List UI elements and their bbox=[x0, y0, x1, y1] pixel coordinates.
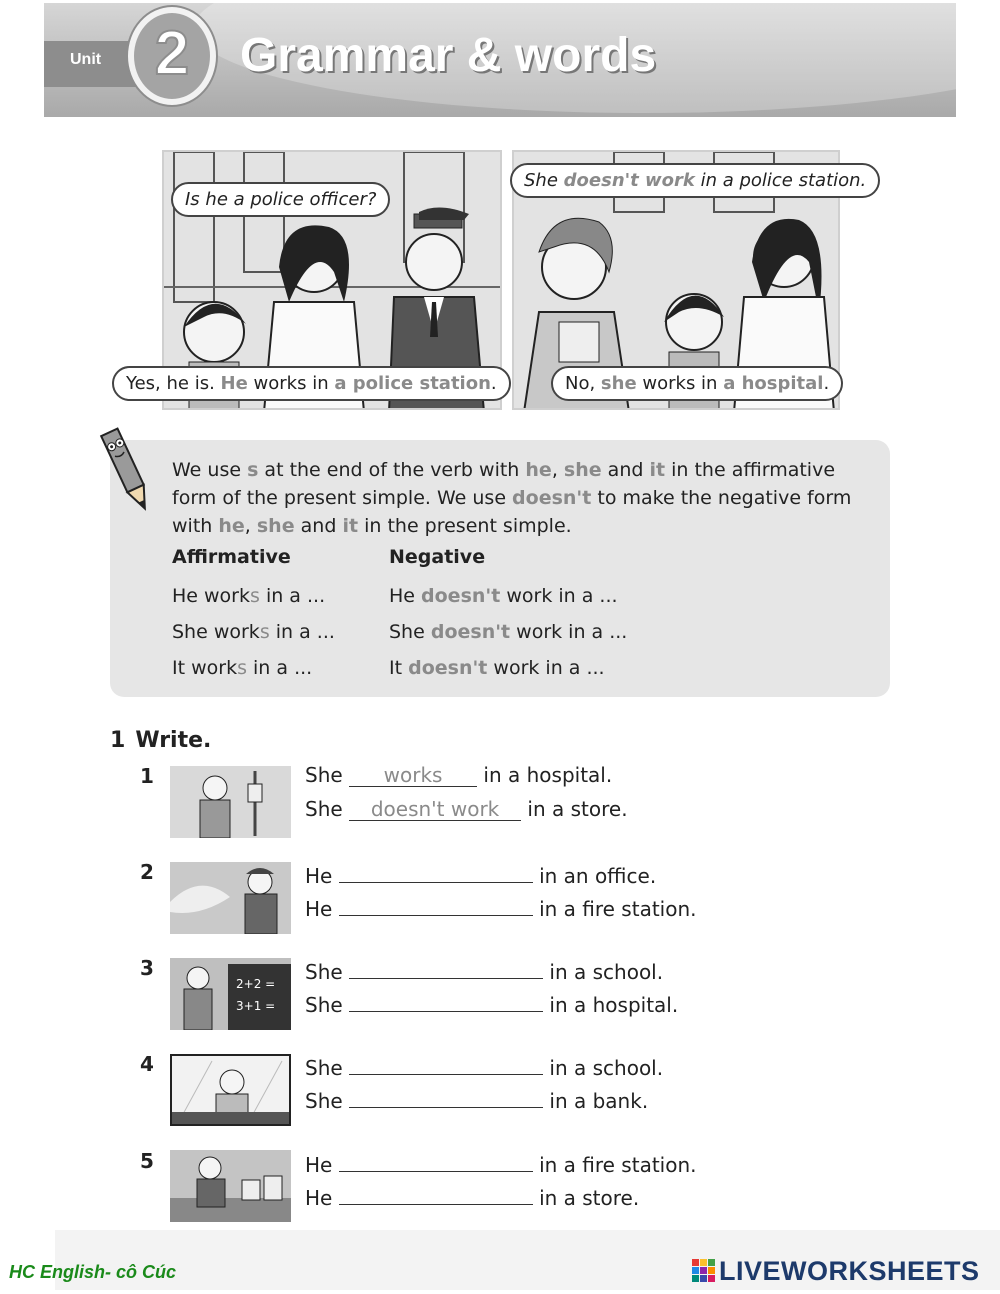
bank-teller-thumbnail bbox=[170, 1054, 291, 1126]
answer-blank[interactable] bbox=[339, 1181, 533, 1205]
speech-bubble-answer-left: Yes, he is. He works in a police station. bbox=[112, 366, 511, 401]
answer-blank[interactable] bbox=[339, 1148, 533, 1172]
board-text-1: 2+2 = bbox=[236, 977, 276, 991]
answer-blank[interactable] bbox=[339, 859, 533, 883]
pencil-mascot-icon bbox=[98, 420, 158, 520]
answer-blank[interactable] bbox=[349, 955, 543, 979]
sentence-line: He in an office. bbox=[305, 859, 656, 888]
author-credit: HC English- cô Cúc bbox=[9, 1262, 177, 1282]
sentence-line: She in a hospital. bbox=[305, 988, 678, 1017]
item-number: 2 bbox=[140, 860, 154, 884]
item-number: 3 bbox=[140, 956, 154, 980]
negative-row: He doesn't work in a ... bbox=[389, 585, 618, 607]
negative-heading: Negative bbox=[389, 546, 486, 568]
answer-blank[interactable] bbox=[349, 988, 543, 1012]
exercise-title: 1 Write. bbox=[110, 728, 212, 753]
teacher-thumbnail bbox=[170, 958, 291, 1030]
answer-blank[interactable] bbox=[349, 1051, 543, 1075]
affirmative-row: It works in a ... bbox=[172, 657, 313, 679]
answer-blank[interactable]: works bbox=[349, 763, 477, 787]
unit-number: 2 bbox=[154, 19, 190, 88]
answer-blank[interactable] bbox=[339, 892, 533, 916]
item-number: 4 bbox=[140, 1052, 154, 1076]
speech-bubble-statement: She doesn't work in a police station. bbox=[510, 163, 880, 198]
affirmative-row: He works in a ... bbox=[172, 585, 326, 607]
unit-label: Unit bbox=[70, 51, 102, 68]
speech-bubble-question: Is he a police officer? bbox=[171, 182, 390, 217]
affirmative-heading: Affirmative bbox=[172, 546, 291, 568]
nurse-thumbnail bbox=[170, 766, 291, 838]
negative-row: It doesn't work in a ... bbox=[389, 657, 605, 679]
grammar-box bbox=[110, 440, 890, 697]
item-number: 1 bbox=[140, 764, 154, 788]
grammar-explanation: We use s at the end of the verb with he, she and it in the affirmative form of the present simple. We use doesn't to make the negative form with he, she and it in the present simple. bbox=[172, 459, 852, 537]
firefighter-thumbnail bbox=[170, 862, 291, 934]
sentence-line: He in a fire station. bbox=[305, 1148, 697, 1177]
speech-bubble-answer-right: No, she works in a hospital. bbox=[551, 366, 843, 401]
liveworksheets-logo-icon bbox=[692, 1259, 716, 1283]
affirmative-row: She works in a ... bbox=[172, 621, 335, 643]
sentence-line: She works in a hospital. bbox=[305, 763, 613, 787]
page-title: Grammar & words bbox=[240, 29, 657, 82]
sentence-line: She doesn't work in a store. bbox=[305, 797, 628, 821]
answer-blank[interactable]: doesn't work bbox=[349, 797, 521, 821]
negative-row: She doesn't work in a ... bbox=[389, 621, 628, 643]
sentence-line: She in a bank. bbox=[305, 1084, 648, 1113]
liveworksheets-brand[interactable]: LIVEWORKSHEETS bbox=[692, 1256, 980, 1287]
sentence-line: He in a store. bbox=[305, 1181, 639, 1210]
sentence-line: She in a school. bbox=[305, 1051, 663, 1080]
sentence-line: He in a fire station. bbox=[305, 892, 697, 921]
answer-blank[interactable] bbox=[349, 1084, 543, 1108]
sentence-line: She in a school. bbox=[305, 955, 663, 984]
board-text-2: 3+1 = bbox=[236, 999, 276, 1013]
store-clerk-thumbnail bbox=[170, 1150, 291, 1222]
item-number: 5 bbox=[140, 1149, 154, 1173]
